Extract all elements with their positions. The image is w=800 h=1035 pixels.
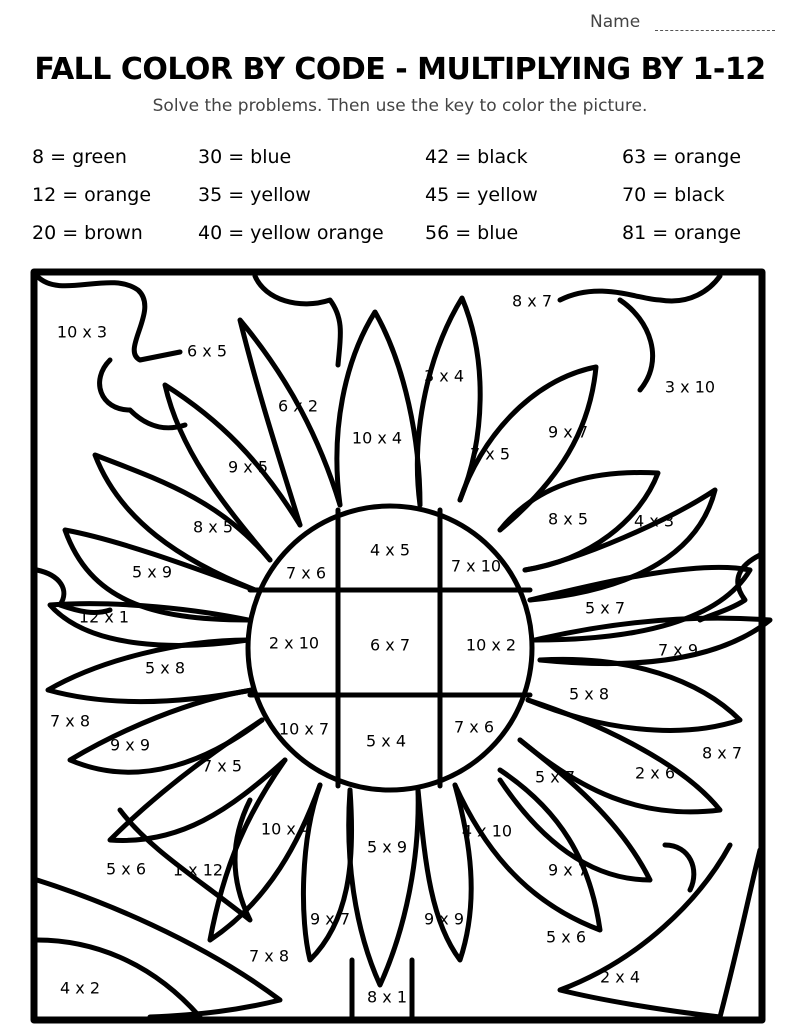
problem-label: 4 x 2 <box>60 978 100 998</box>
worksheet-instructions: Solve the problems. Then use the key to color the picture. <box>152 96 648 116</box>
key-entry: 8 = green <box>32 146 127 168</box>
problem-label: 4 x 10 <box>461 821 513 841</box>
problem-label: 1 x 12 <box>172 860 224 880</box>
problem-label: 7 x 8 <box>50 711 90 731</box>
problem-label: 5 x 7 <box>585 598 625 618</box>
problem-label: 9 x 7 <box>310 909 350 929</box>
key-entry: 63 = orange <box>622 146 742 168</box>
problem-label: 5 x 4 <box>366 731 406 751</box>
problem-label: 5 x 9 <box>132 562 172 582</box>
cloud-outline <box>100 360 185 428</box>
name-label: Name <box>590 12 641 32</box>
problem-label: 6 x 7 <box>370 635 410 655</box>
key-entry: 30 = blue <box>198 146 292 168</box>
problem-label: 10 x 3 <box>56 322 108 342</box>
key-entry: 56 = blue <box>425 222 519 244</box>
key-entry: 45 = yellow <box>425 184 538 206</box>
problem-label: 8 x 7 <box>702 743 742 763</box>
cloud-outline <box>37 276 180 360</box>
problem-label: 2 x 6 <box>635 763 675 783</box>
problem-label: 8 x 1 <box>367 987 407 1007</box>
problem-label: 2 x 10 <box>268 633 320 653</box>
problem-label: 5 x 6 <box>106 859 146 879</box>
cloud-outline <box>620 300 653 390</box>
petal <box>349 790 418 985</box>
problem-label: 12 x 1 <box>78 607 130 627</box>
key-entry: 35 = yellow <box>198 184 311 206</box>
problem-label: 7 x 6 <box>454 717 494 737</box>
problem-label: 8 x 5 <box>548 509 588 529</box>
problem-label: 9 x 7 <box>548 422 588 442</box>
problem-label: 10 x 7 <box>278 719 330 739</box>
problem-label: 4 x 3 <box>634 511 674 531</box>
petal <box>337 312 420 505</box>
cloud-outline <box>560 276 720 301</box>
petal <box>530 567 750 640</box>
problem-label: 10 x 4 <box>260 819 312 839</box>
problem-label: 9 x 9 <box>424 909 464 929</box>
petal <box>500 740 650 880</box>
problem-label: 7 x 8 <box>249 946 289 966</box>
key-entry: 70 = black <box>622 184 725 206</box>
key-entry: 12 = orange <box>32 184 152 206</box>
petal <box>303 785 351 960</box>
petal <box>418 785 471 960</box>
problem-label: 10 x 4 <box>351 428 403 448</box>
problem-label: 10 x 2 <box>465 635 517 655</box>
petal <box>520 700 720 812</box>
problem-label: 5 x 8 <box>569 684 609 704</box>
problem-label: 2 x 4 <box>600 967 640 987</box>
key-entry: 42 = black <box>425 146 528 168</box>
problem-label: 7 x 5 <box>202 756 242 776</box>
problem-label: 8 x 5 <box>193 517 233 537</box>
problem-label: 7 x 10 <box>450 556 502 576</box>
leaf-curl <box>665 845 694 890</box>
problem-label: 5 x 7 <box>535 767 575 787</box>
worksheet-title: FALL COLOR BY CODE - MULTIPLYING BY 1-12 <box>34 52 766 87</box>
problem-label: 7 x 9 <box>658 640 698 660</box>
cloud-outline <box>255 276 340 365</box>
problem-label: 5 x 9 <box>367 837 407 857</box>
petal <box>455 767 600 930</box>
problem-label: 6 x 2 <box>278 396 318 416</box>
key-entry: 81 = orange <box>622 222 742 244</box>
problem-label: 6 x 5 <box>187 341 227 361</box>
petal <box>525 490 715 600</box>
leaf <box>720 850 760 1017</box>
problem-label: 5 x 8 <box>145 658 185 678</box>
problem-label: 3 x 10 <box>664 377 716 397</box>
problem-label: 9 x 5 <box>228 457 268 477</box>
problem-label: 4 x 5 <box>370 540 410 560</box>
problem-label: 9 x 7 <box>548 860 588 880</box>
problem-label: 3 x 4 <box>424 366 464 386</box>
problem-label: 7 x 6 <box>286 563 326 583</box>
problem-label: 9 x 9 <box>110 735 150 755</box>
problem-label: 7 x 5 <box>470 444 510 464</box>
petal <box>240 320 340 525</box>
key-entry: 40 = yellow orange <box>198 222 384 244</box>
problem-label: 5 x 6 <box>546 927 586 947</box>
problem-label: 8 x 7 <box>512 291 552 311</box>
key-entry: 20 = brown <box>32 222 143 244</box>
petal <box>528 659 740 730</box>
